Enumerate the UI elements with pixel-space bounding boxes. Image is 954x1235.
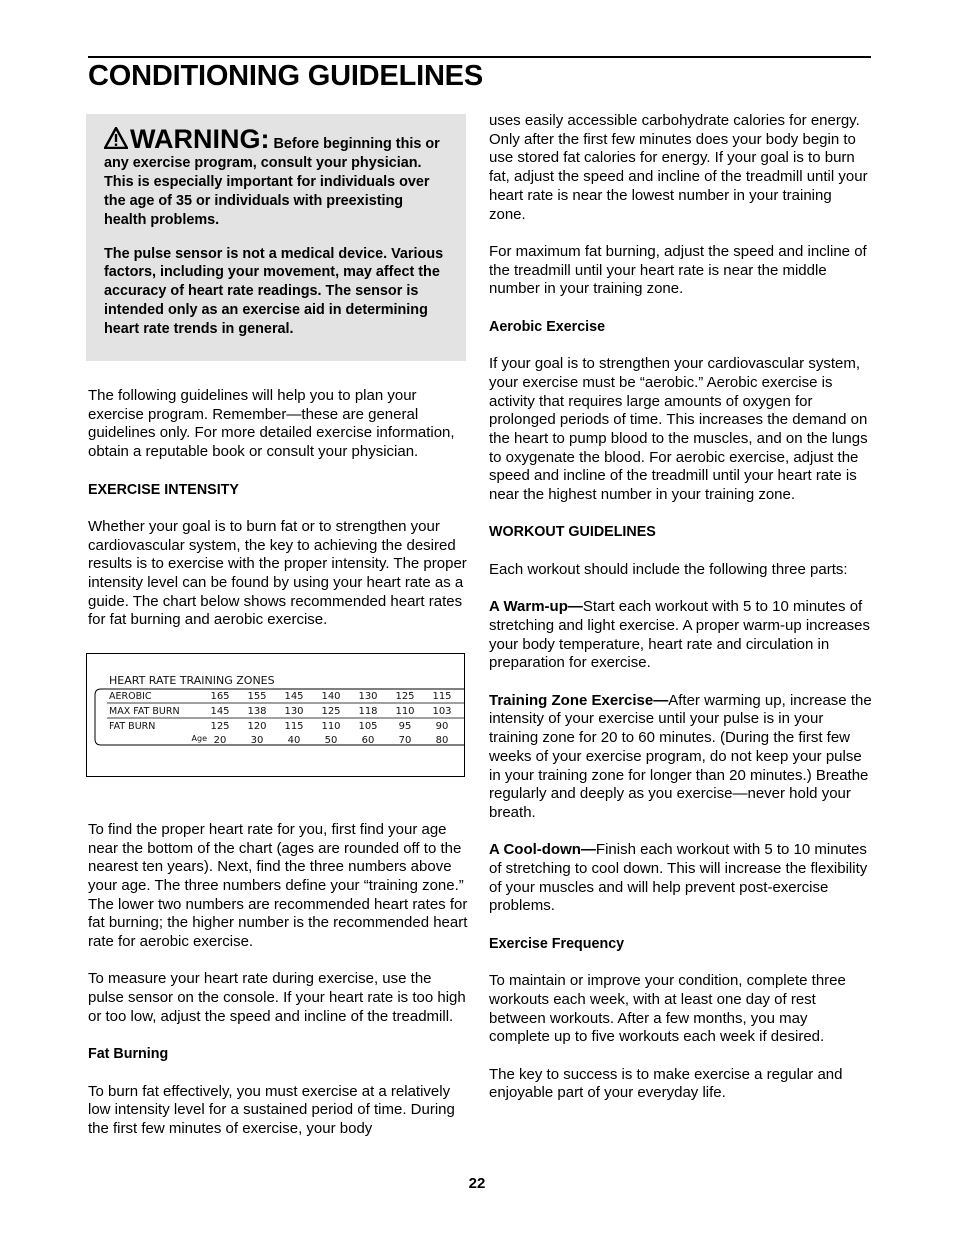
cell-2-3: 110 [321, 721, 341, 732]
cell-0-5: 125 [395, 691, 415, 702]
workout-intro: Each workout should include the following three parts: [489, 560, 848, 578]
cell-1-0: 145 [210, 706, 230, 717]
age-2: 40 [287, 735, 301, 746]
warning-triangle-icon [104, 127, 128, 149]
warning-paragraph-2: The pulse sensor is not a medical device. Various factors, including your movement, may affect the accuracy of heart rate readings. The sensor is intended only as an exercise aid in determining heart rate trends in general. [104, 245, 444, 338]
cell-1-4: 118 [358, 706, 378, 717]
find-rate-paragraph: To find the proper heart rate for you, first find your age near the bottom of the chart (ages are rounded off to the nearest ten years). Next, find the three numbers above your age. The three numbers define your “training zone.” The lower two numbers are recommended heart rates for fat burning; the higher number is the recommended heart rate for aerobic exercise. [88, 820, 468, 951]
age-0: 20 [213, 735, 227, 746]
cell-1-1: 138 [247, 706, 267, 717]
warning-heading-text: WARNING: [130, 124, 270, 154]
key-to-success-paragraph: The key to success is to make exercise a regular and enjoyable part of your everyday life. [489, 1065, 843, 1102]
cell-2-0: 125 [210, 721, 230, 732]
intro-paragraph: The following guidelines will help you to plan your exercise program. Remember—these are general guidelines only. For more detailed exercise information, obtain a reputable book or consult your physician. [88, 387, 455, 461]
warmup-paragraph [489, 598, 872, 673]
exercise-frequency-heading: Exercise Frequency [489, 935, 625, 952]
page-number: 22 [468, 1175, 486, 1192]
cell-2-4: 105 [358, 721, 378, 732]
exercise-intensity-heading: EXERCISE INTENSITY [88, 481, 239, 498]
cooldown-text: Finish each workout with 5 to 10 minutes of stretching to cool down. This will increase the flexibility of your muscles and will help prevent post-exercise problems. [489, 841, 868, 915]
cell-0-0: 165 [210, 691, 230, 702]
warmup-label: A Warm-up— [489, 598, 583, 616]
exercise-intensity-paragraph: Whether your goal is to burn fat or to strengthen your cardiovascular system, the key to achieving the desired results is to exercise with the proper intensity. The proper intensity level can be found by using your heart rate as a guide. The chart below shows recommended heart rates for fat burning and aerobic exercise. [88, 517, 467, 629]
age-label: Age [191, 734, 207, 743]
right-column [489, 112, 872, 1122]
row-label-0: AEROBIC [109, 691, 152, 702]
cell-0-6: 115 [432, 691, 452, 702]
cell-1-2: 130 [284, 706, 304, 717]
cell-0-1: 155 [247, 691, 267, 702]
heart-rate-chart-svg [87, 654, 464, 776]
cell-2-6: 90 [435, 721, 449, 732]
top-rule [88, 56, 871, 58]
workout-guidelines-heading: WORKOUT GUIDELINES [489, 524, 656, 541]
age-6: 80 [435, 735, 449, 746]
cell-1-6: 103 [432, 706, 452, 717]
cell-2-2: 115 [284, 721, 304, 732]
cell-0-4: 130 [358, 691, 378, 702]
warning-paragraph-1 [104, 126, 448, 230]
fat-burning-paragraph: To burn fat effectively, you must exercise at a relatively low intensity level for a sustained period of time. During the first few minutes of exercise, your body [88, 1082, 455, 1137]
warmup-text: Start each workout with 5 to 10 minutes of stretching and light exercise. A proper warm-up increases your body temperature, heart rate and circulation in preparation for exercise. [489, 598, 871, 672]
aerobic-paragraph: If your goal is to strengthen your cardiovascular system, your exercise must be “aerobic.” Aerobic exercise is activity that requires large amounts of oxygen for prolonged periods of time. This increases the demand on the heart to pump blood to the muscles, and on the lungs to oxygenate the blood. For aerobic exercise, adjust the speed and incline of the treadmill until your heart rate is near the highest number in your training zone. [489, 355, 868, 504]
measure-paragraph: To measure your heart rate during exercise, use the pulse sensor on the console. If your heart rate is too high or too low, adjust the speed and incline of the treadmill. [88, 970, 466, 1025]
warning-heading [104, 124, 269, 154]
age-1: 30 [250, 735, 264, 746]
fat-burning-heading: Fat Burning [88, 1046, 169, 1063]
row-label-1: MAX FAT BURN [109, 706, 180, 717]
cell-0-2: 145 [284, 691, 304, 702]
cooldown-label: A Cool-down— [489, 841, 596, 859]
age-5: 70 [398, 735, 412, 746]
chart-title: HEART RATE TRAINING ZONES [109, 674, 275, 687]
row-label-2: FAT BURN [109, 721, 156, 732]
exercise-frequency-paragraph: To maintain or improve your condition, complete three workouts each week, with at least one day of rest between workouts. After a few months, you may complete up to five workouts each week if desired. [489, 972, 846, 1046]
age-3: 50 [324, 735, 338, 746]
warning-text-1: Before beginning this or any exercise program, consult your physician. This is especially important for individuals over the age of 35 or individuals with preexisting health problems. [104, 136, 440, 228]
training-zone-text: After warming up, increase the intensity of your exercise until your pulse is in your training zone for 20 to 60 minutes. (During the first few weeks of your exercise program, do not keep your pulse in your training zone for longer than 20 minutes.) Breathe regularly and deeply as you exercise—never hold your breath. [489, 691, 872, 821]
heart-rate-chart [86, 653, 465, 777]
max-fat-paragraph: For maximum fat burning, adjust the speed and incline of the treadmill until your heart rate is near the middle number in your training zone. [489, 242, 867, 298]
fat-burning-continued: uses easily accessible carbohydrate calories for energy. Only after the first few minutes does your body begin to use stored fat calories for energy. If your goal is to burn fat, adjust the speed and incline of the treadmill until your heart rate is near the lowest number in your training zone. [489, 112, 868, 223]
age-4: 60 [361, 735, 375, 746]
aerobic-heading: Aerobic Exercise [489, 318, 606, 335]
cooldown-paragraph [489, 841, 872, 916]
page-title: CONDITIONING GUIDELINES [88, 60, 483, 92]
cell-0-3: 140 [321, 691, 341, 702]
cell-2-1: 120 [247, 721, 267, 732]
cell-1-5: 110 [395, 706, 415, 717]
training-zone-paragraph [489, 692, 872, 823]
training-zone-label: Training Zone Exercise— [489, 691, 669, 709]
cell-1-3: 125 [321, 706, 341, 717]
cell-2-5: 95 [398, 721, 412, 732]
warning-box [86, 114, 466, 361]
